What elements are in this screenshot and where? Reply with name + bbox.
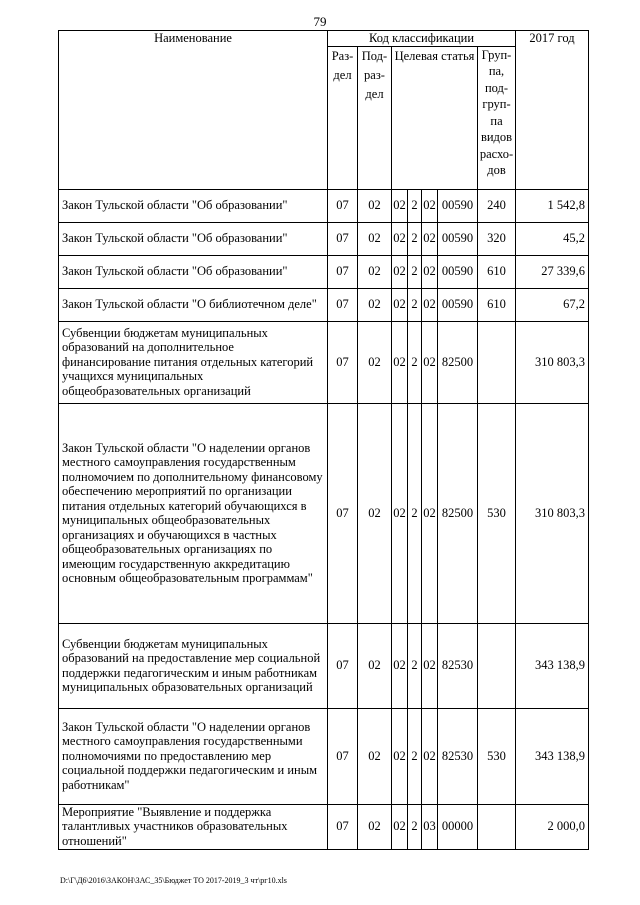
row-expense-group: 610: [478, 288, 516, 321]
row-subsection: 02: [358, 623, 392, 708]
row-section: 07: [328, 708, 358, 804]
row-amount: 27 339,6: [516, 255, 589, 288]
row-target-program: 02: [392, 403, 408, 623]
row-subsection: 02: [358, 189, 392, 222]
row-target-direction: 82530: [438, 623, 478, 708]
row-name: Закон Тульской области "О библиотечном деле": [59, 288, 328, 321]
row-target-subtype: 2: [408, 189, 422, 222]
row-target-event: 02: [422, 255, 438, 288]
table-row: [59, 321, 589, 403]
budget-table: [58, 30, 589, 850]
row-target-program: 02: [392, 222, 408, 255]
row-target-event: 02: [422, 222, 438, 255]
row-target-subtype: 2: [408, 255, 422, 288]
row-target-event: 02: [422, 321, 438, 403]
row-amount: 2 000,0: [516, 804, 589, 849]
row-target-subtype: 2: [408, 321, 422, 403]
table-row: [59, 255, 589, 288]
row-target-program: 02: [392, 804, 408, 849]
table-row: [59, 623, 589, 708]
row-amount: 310 803,3: [516, 403, 589, 623]
header-year: 2017 год: [516, 31, 589, 190]
row-target-subtype: 2: [408, 288, 422, 321]
row-expense-group: 530: [478, 708, 516, 804]
header-subsection: Под- раз- дел: [358, 46, 392, 189]
row-name: Закон Тульской области "Об образовании": [59, 189, 328, 222]
row-target-direction: 00590: [438, 255, 478, 288]
table-row: [59, 189, 589, 222]
row-target-program: 02: [392, 189, 408, 222]
row-name: Мероприятие "Выявление и поддержка талантливых участников образовательных отношений": [59, 804, 328, 849]
row-expense-group: 530: [478, 403, 516, 623]
row-target-event: 02: [422, 623, 438, 708]
row-expense-group: 320: [478, 222, 516, 255]
row-subsection: 02: [358, 708, 392, 804]
row-target-event: 02: [422, 288, 438, 321]
row-name: Закон Тульской области "О наделении органов местного самоуправления государственным полномочием по дополнительному финансовому обеспечению мероприятий по организации питания отдельных категорий обучающихся в муниципальных общеобразовательных организациях и обучающихся в частных общеобразовательных организациях по имеющим государственную аккредитацию основным общеобразовательным программам": [59, 403, 328, 623]
row-expense-group: [478, 623, 516, 708]
row-amount: 67,2: [516, 288, 589, 321]
row-target-program: 02: [392, 708, 408, 804]
table-row: [59, 804, 589, 849]
row-target-direction: 00590: [438, 189, 478, 222]
row-section: 07: [328, 255, 358, 288]
row-target-subtype: 2: [408, 708, 422, 804]
row-target-subtype: 2: [408, 222, 422, 255]
row-target-subtype: 2: [408, 623, 422, 708]
row-amount: 45,2: [516, 222, 589, 255]
row-target-direction: 82500: [438, 403, 478, 623]
row-subsection: 02: [358, 288, 392, 321]
header-name: Наименование: [59, 31, 328, 190]
row-subsection: 02: [358, 403, 392, 623]
row-target-subtype: 2: [408, 804, 422, 849]
table-row: [59, 222, 589, 255]
row-target-program: 02: [392, 321, 408, 403]
file-path-footer: D:\Г\Д6\2016\ЗАКОН\ЗАС_35\Бюджет ТО 2017-2019_3 чт\рг10.xls: [60, 876, 287, 885]
table-row: [59, 288, 589, 321]
page-number: 79: [313, 14, 327, 29]
row-name: Субвенции бюджетам муниципальных образований на дополнительное финансирование питания отдельных категорий учащихся муниципальных общеобразовательных организаций: [59, 321, 328, 403]
row-expense-group: [478, 804, 516, 849]
header-classification: Код классификации: [328, 31, 516, 47]
row-target-event: 02: [422, 189, 438, 222]
row-section: 07: [328, 222, 358, 255]
row-section: 07: [328, 321, 358, 403]
row-name: Закон Тульской области "Об образовании": [59, 222, 328, 255]
row-section: 07: [328, 189, 358, 222]
row-section: 07: [328, 804, 358, 849]
row-target-event: 02: [422, 403, 438, 623]
row-target-subtype: 2: [408, 403, 422, 623]
row-section: 07: [328, 288, 358, 321]
row-expense-group: 240: [478, 189, 516, 222]
row-subsection: 02: [358, 804, 392, 849]
row-target-direction: 00000: [438, 804, 478, 849]
header-target-article: Целевая статья: [392, 46, 478, 189]
row-target-program: 02: [392, 623, 408, 708]
row-target-program: 02: [392, 255, 408, 288]
row-subsection: 02: [358, 255, 392, 288]
row-subsection: 02: [358, 222, 392, 255]
row-amount: 1 542,8: [516, 189, 589, 222]
row-target-event: 03: [422, 804, 438, 849]
row-target-direction: 00590: [438, 222, 478, 255]
row-section: 07: [328, 623, 358, 708]
row-target-direction: 00590: [438, 288, 478, 321]
row-target-direction: 82500: [438, 321, 478, 403]
header-expense-group: Груп- па, под- груп- па видов расхо- дов: [478, 46, 516, 189]
row-name: Субвенции бюджетам муниципальных образований на предоставление мер социальной поддержки педагогическим и иным работникам муниципальных образовательных организаций: [59, 623, 328, 708]
row-name: Закон Тульской области "Об образовании": [59, 255, 328, 288]
table-row: [59, 403, 589, 623]
row-target-event: 02: [422, 708, 438, 804]
row-amount: 310 803,3: [516, 321, 589, 403]
row-subsection: 02: [358, 321, 392, 403]
row-amount: 343 138,9: [516, 623, 589, 708]
row-target-direction: 82530: [438, 708, 478, 804]
row-section: 07: [328, 403, 358, 623]
header-section: Раз- дел: [328, 46, 358, 189]
row-name: Закон Тульской области "О наделении органов местного самоуправления государственными полномочиями по предоставлению мер социальной поддержки педагогическим и иным работникам": [59, 708, 328, 804]
table-row: [59, 708, 589, 804]
header-row-1: [59, 31, 589, 47]
row-expense-group: [478, 321, 516, 403]
row-expense-group: 610: [478, 255, 516, 288]
row-amount: 343 138,9: [516, 708, 589, 804]
row-target-program: 02: [392, 288, 408, 321]
